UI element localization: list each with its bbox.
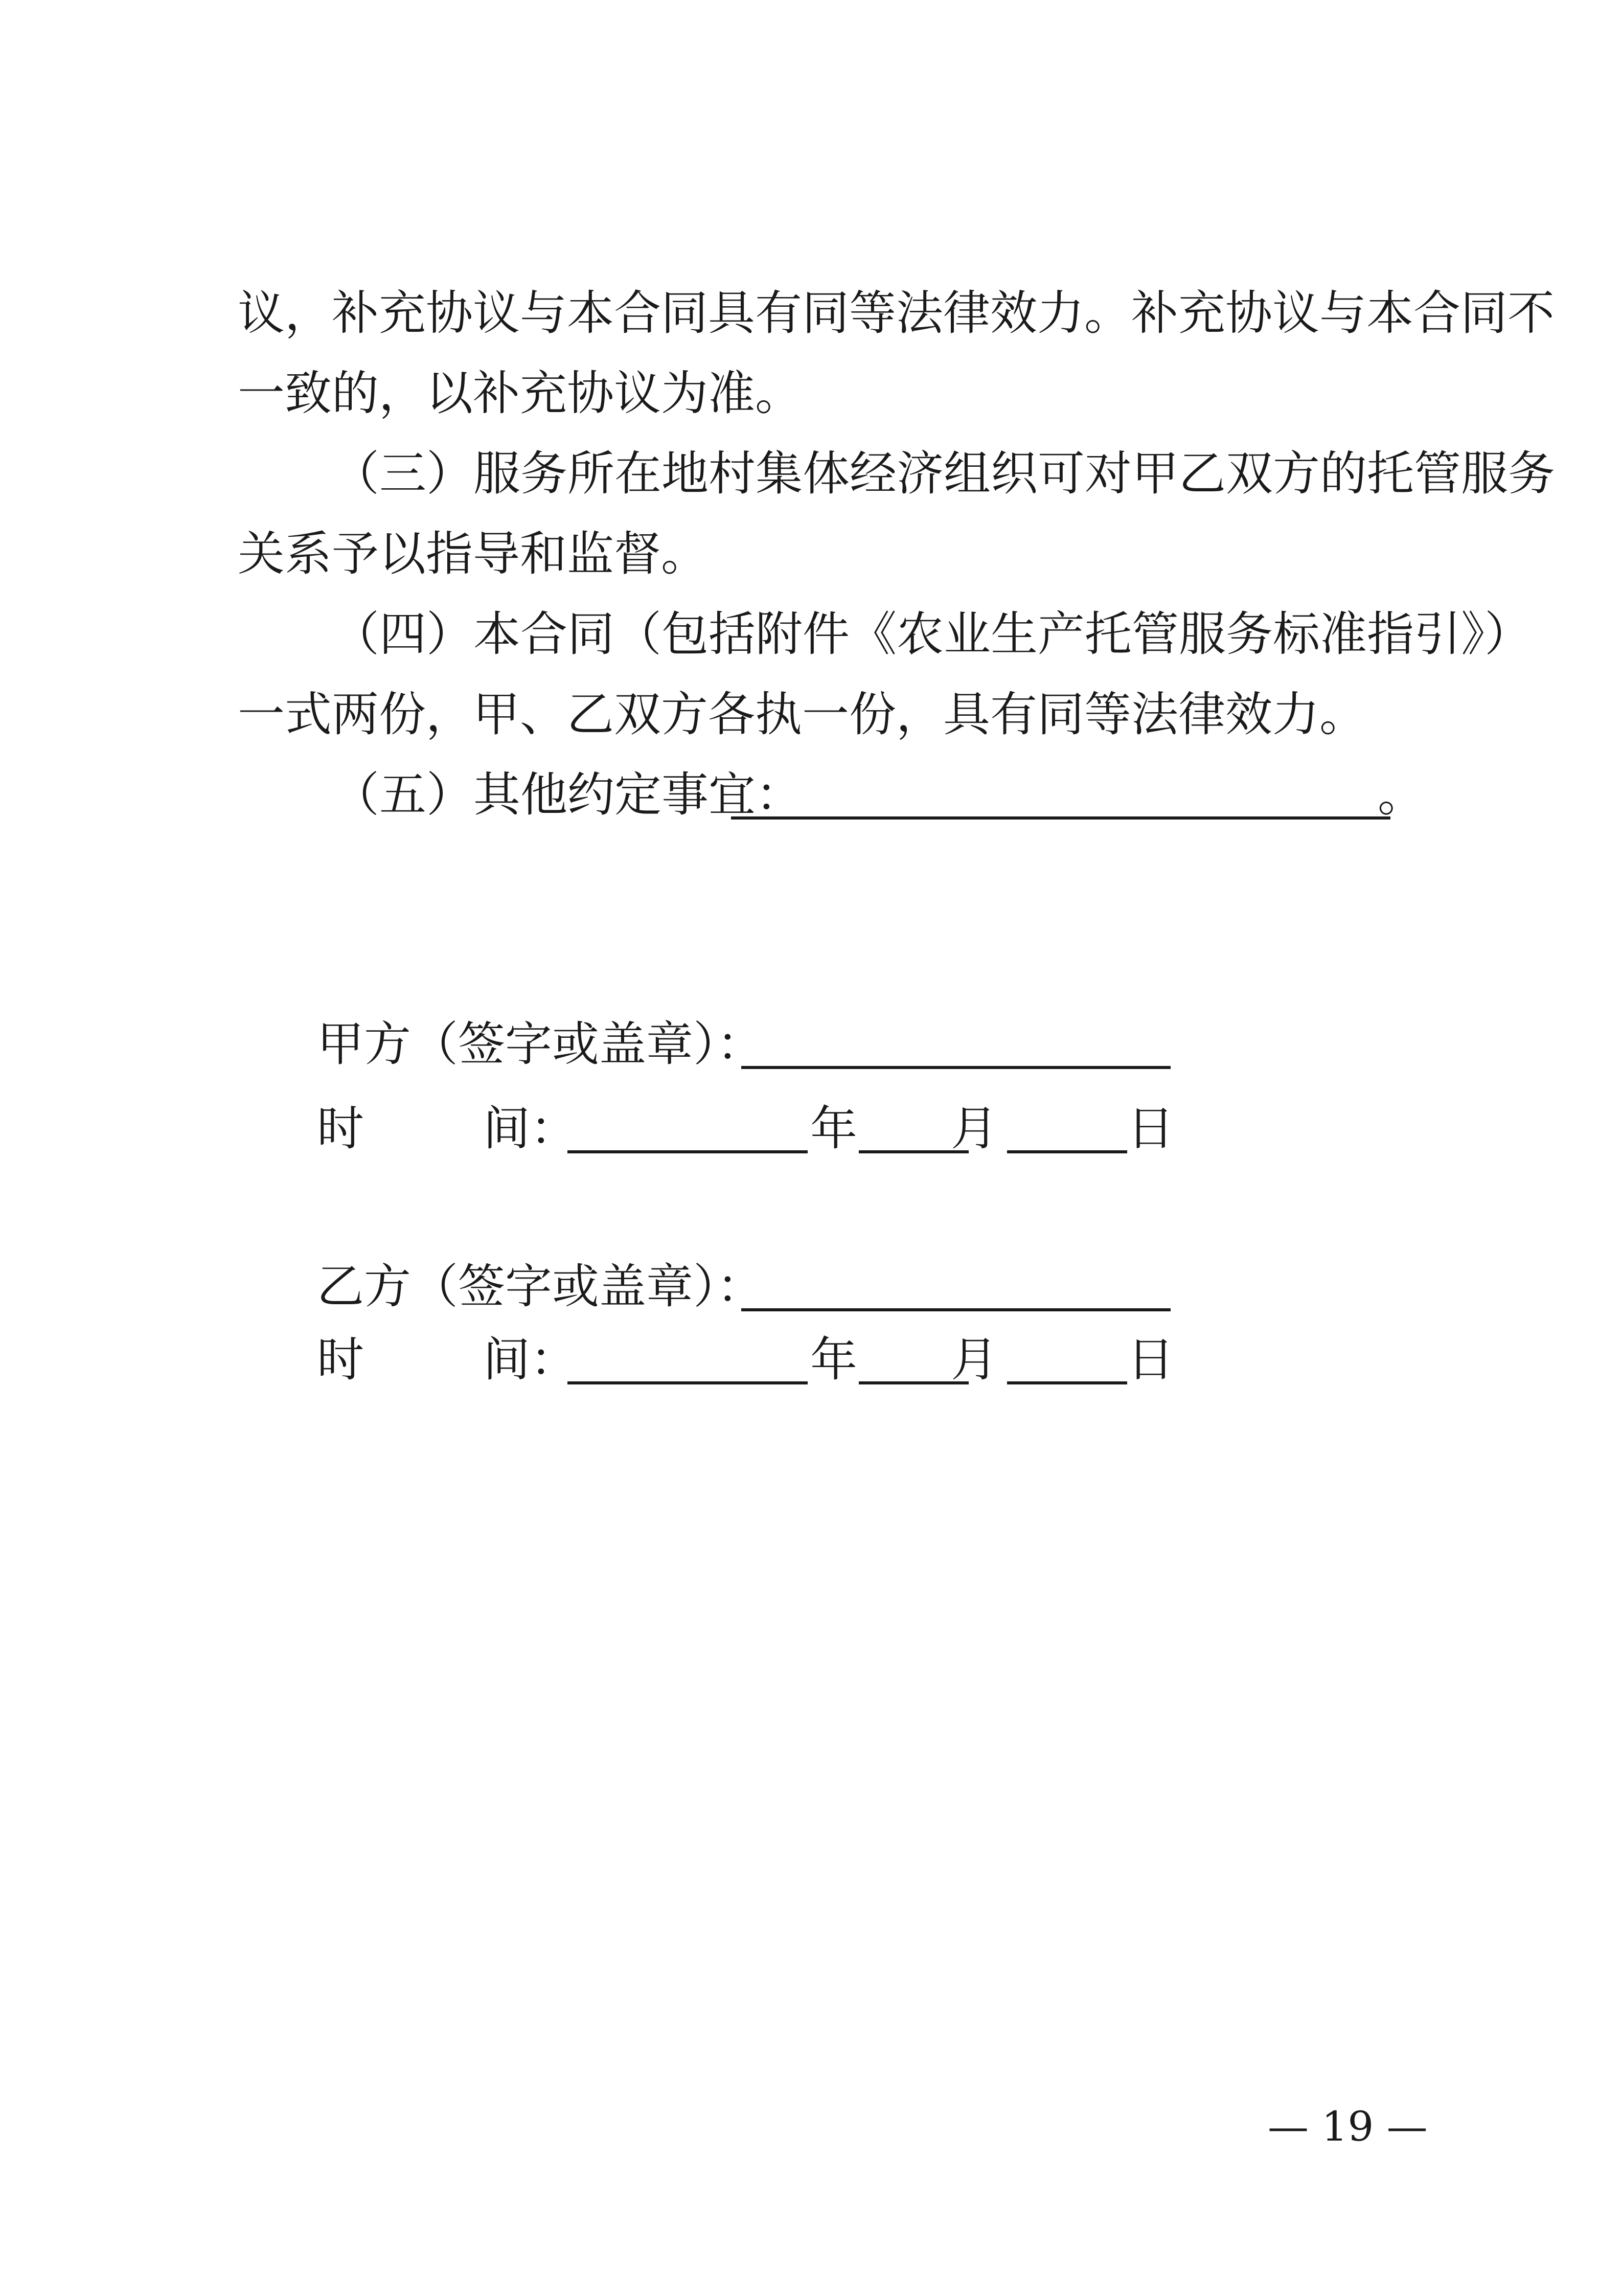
other-matters-label: （五）其他约定事宜： (332, 767, 803, 822)
year-blank[interactable] (567, 1150, 808, 1153)
party-a-date-row (317, 1098, 1186, 1160)
paragraph-line: 关系予以指导和监督。 (238, 527, 709, 581)
time-label-char: 间： (483, 1101, 578, 1156)
year-label: 年 (810, 1101, 858, 1156)
day-label: 日 (1127, 1101, 1175, 1156)
party-b-label: 乙方（签字或盖章）： (317, 1259, 764, 1314)
party-a-signature-blank[interactable] (741, 1066, 1171, 1069)
paragraph-line: 一式两份，甲、乙双方各执一份，具有同等法律效力。 (238, 687, 1367, 742)
paragraph-line: （四）本合同（包括附件《农业生产托管服务标准指引》） (332, 607, 1532, 662)
day-blank[interactable] (1007, 1150, 1127, 1153)
paragraph-line: 议，补充协议与本合同具有同等法律效力。补充协议与本合同不 (238, 286, 1555, 340)
party-a-label: 甲方（签字或盖章）： (317, 1017, 764, 1072)
party-b-signature-row (317, 1256, 1186, 1317)
party-b-date-row (317, 1329, 1186, 1391)
party-a-signature-row (317, 1014, 1186, 1075)
other-matters-blank[interactable] (731, 816, 1390, 820)
time-label-char: 间： (483, 1332, 578, 1387)
page-number: — 19 — (1268, 2103, 1428, 2150)
period-mark: 。 (1378, 767, 1425, 822)
day-label: 日 (1127, 1332, 1175, 1387)
month-label: 月 (951, 1101, 998, 1156)
day-blank[interactable] (1007, 1381, 1127, 1384)
time-label-char: 时 (317, 1101, 364, 1156)
paragraph-line: 一致的，以补充协议为准。 (238, 366, 803, 421)
year-blank[interactable] (567, 1381, 808, 1384)
month-label: 月 (951, 1332, 998, 1387)
other-matters-line (332, 764, 1425, 826)
time-label-char: 时 (317, 1332, 364, 1387)
year-label: 年 (810, 1332, 858, 1387)
party-b-signature-blank[interactable] (741, 1308, 1171, 1311)
paragraph-line: （三）服务所在地村集体经济组织可对甲乙双方的托管服务 (332, 446, 1556, 501)
